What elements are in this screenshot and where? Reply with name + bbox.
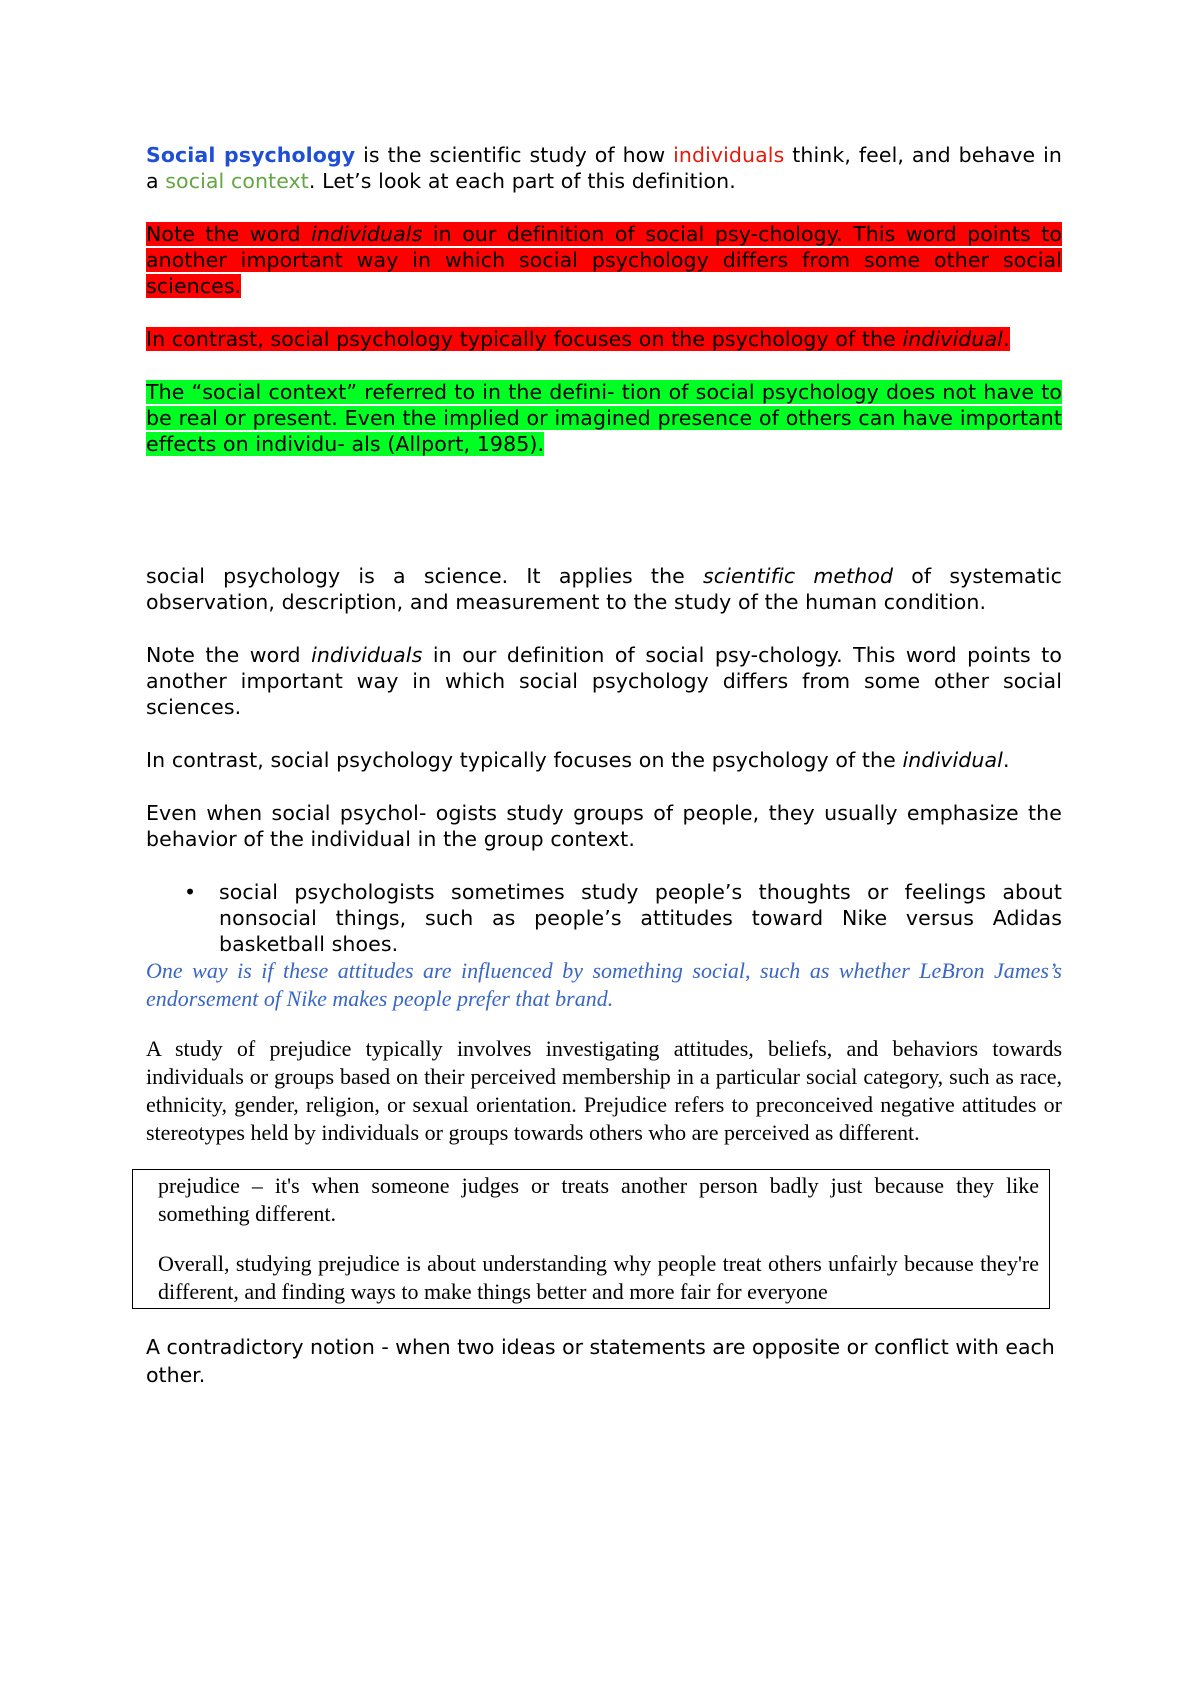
- note-paragraph: [146, 642, 1062, 720]
- intro-text-3: . Let’s look at each part of this definition.: [308, 169, 736, 193]
- term-individuals: individuals: [673, 143, 785, 167]
- science-italic: scientific method: [703, 564, 894, 588]
- red-note-2-italic: individual: [902, 327, 1003, 351]
- green-highlight-note: [146, 379, 1062, 457]
- bullet-list: [146, 879, 1062, 957]
- contrast-before: In contrast, social psychology typically focuses on the psychology of the: [146, 748, 903, 772]
- list-item: [146, 879, 1062, 957]
- note-after: in our definition of social psy-chology. This word points to another important way in which social psychology differs from some other social sciences.: [146, 643, 1062, 719]
- box-line-1: prejudice – it's when someone judges or treats another person badly just because they like something different.: [158, 1173, 1039, 1226]
- science-paragraph: [146, 563, 1062, 615]
- red-note-1-after: in our definition of social psy-chology. This word points to another important way in which social psychology differs from some other social sciences.: [146, 222, 1062, 298]
- red-note-1-italic: individuals: [311, 222, 423, 246]
- contrast-italic: individual: [902, 748, 1003, 772]
- intro-text-2: think, feel, and behave in a: [146, 143, 1062, 193]
- contradictory-notion: A contradictory notion - when two ideas or statements are opposite or conflict with each other.: [146, 1335, 1055, 1387]
- green-note-text: The “social context” referred to in the defini- tion of social psychology does not have to be real or present. Even the implied or imagined presence of others can have important effects on individu- als (Allport, 1985).: [146, 380, 1062, 456]
- term-social-context: social context: [165, 169, 309, 193]
- bullet-text: social psychologists sometimes study people’s thoughts or feelings about nonsocial things, such as people’s attitudes toward Nike versus Adidas basketball shoes.: [219, 880, 1062, 956]
- lebron-italic-paragraph: One way is if these attitudes are influenced by something social, such as whether LeBron James’s endorsement of Nike makes people prefer that brand.: [146, 958, 1062, 1011]
- red-note-2-after: .: [1002, 327, 1010, 351]
- intro-text-1: is the scientific study of how: [355, 143, 674, 167]
- contrast-after: .: [1002, 748, 1010, 772]
- box-line-2: Overall, studying prejudice is about understanding why people treat others unfairly because they're different, and finding ways to make things better and more fair for everyone: [158, 1251, 1039, 1304]
- document-page: [146, 142, 1062, 1389]
- term-social-psychology: Social psychology: [146, 143, 356, 167]
- note-before: Note the word: [146, 643, 312, 667]
- contrast-paragraph: [146, 747, 1062, 773]
- intro-paragraph: [146, 142, 1062, 194]
- bullet-icon: •: [184, 880, 197, 904]
- red-highlight-note-contrast: [146, 326, 1062, 352]
- prejudice-definition-box: [132, 1169, 1050, 1309]
- red-note-1-before: Note the word: [146, 222, 312, 246]
- red-note-2-before: In contrast, social psychology typically focuses on the psychology of the: [146, 327, 903, 351]
- red-highlight-note-individuals: [146, 221, 1062, 299]
- note-italic: individuals: [311, 643, 423, 667]
- science-before: social psychology is a science. It applies the: [146, 564, 704, 588]
- prejudice-paragraph: A study of prejudice typically involves investigating attitudes, beliefs, and behaviors towards individuals or groups based on their perceived membership in a particular social category, such as race, ethnicity, gender, religion, or sexual orientation. Prejudice refers to preconceived negative attitudes or stereotypes held by individuals or groups towards others who are perceived as different.: [146, 1036, 1062, 1145]
- groups-paragraph: Even when social psychol- ogists study groups of people, they usually emphasize the behavior of the individual in the group context.: [146, 801, 1062, 851]
- science-after: of systematic observation, description, and measurement to the study of the human condition.: [146, 564, 1062, 614]
